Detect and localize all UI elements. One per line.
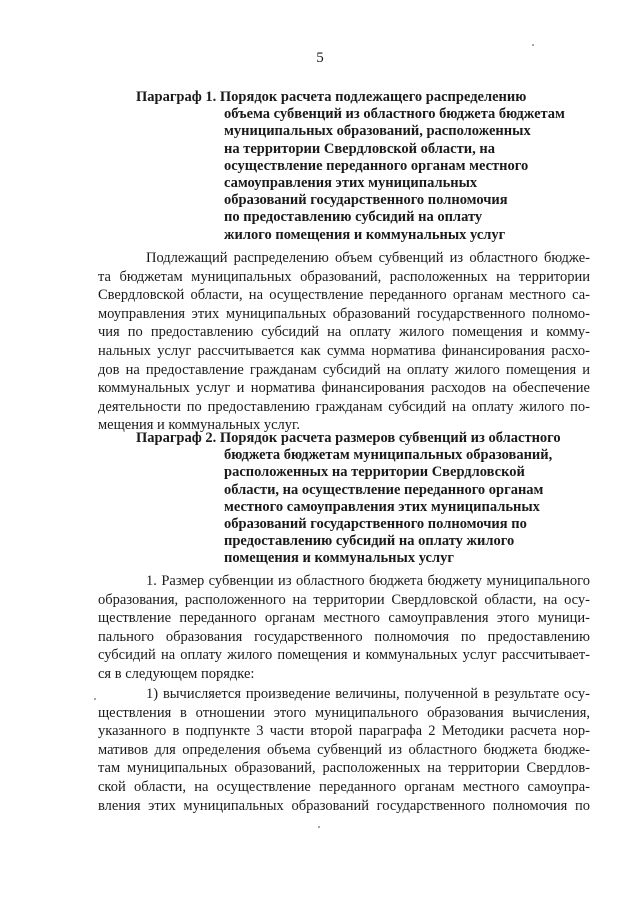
paragraph-1-line: коммунальных услуг и норматива финансирования расходов на обеспечение bbox=[98, 380, 590, 397]
section-1-title-line: осуществление переданного органам местного bbox=[224, 157, 529, 174]
paragraph-2-line: 1. Размер субвенции из областного бюджета бюджету муниципального bbox=[146, 573, 590, 589]
section-2-label: Параграф 2. bbox=[136, 430, 217, 446]
section-1-title-line: на территории Свердловской области, на bbox=[224, 140, 495, 157]
section-2-title-line: области, на осуществление переданного органам bbox=[224, 481, 544, 498]
paragraph-1-line: деятельности по предоставлению гражданам субсидий на оплату жилого по- bbox=[98, 398, 590, 415]
paragraph-1-line: Подлежащий распределению объем субвенций из областного бюдже- bbox=[146, 250, 590, 266]
paragraph-2-line: пального образования государственного полномочия по предоставлению bbox=[98, 628, 590, 645]
section-1-title-line: объема субвенций из областного бюджета бюджетам bbox=[224, 106, 565, 123]
section-2-title-line: расположенных на территории Свердловской bbox=[224, 464, 525, 481]
paragraph-3 bbox=[98, 685, 590, 815]
scan-speck bbox=[532, 44, 534, 46]
paragraph-2-line: ществление переданного органам местного самоуправления этого муници- bbox=[98, 610, 590, 627]
scan-speck bbox=[94, 698, 96, 700]
paragraph-1-line: чия по предоставлению субсидий на оплату жилого помещения и комму- bbox=[98, 324, 590, 341]
paragraph-1-line: дов на предоставление гражданам субсидий на оплату жилого помещения и bbox=[98, 361, 590, 378]
section-1-title-line: муниципальных образований, расположенных bbox=[224, 123, 531, 140]
paragraph-3-line: мативов для определения объема субвенций из областного бюджета бюдже- bbox=[98, 741, 590, 758]
section-1-heading-line-1 bbox=[136, 89, 576, 106]
paragraph-3-line: ской области, на осуществление переданного органам местного самоупра- bbox=[98, 778, 590, 795]
section-1-title-line: образований государственного полномочия bbox=[224, 192, 508, 209]
section-1-title-line: жилого помещения и коммунальных услуг bbox=[224, 226, 506, 243]
paragraph-2-line: образования, расположенного на территории Свердловской области, на осу- bbox=[98, 591, 590, 608]
paragraph-3-line: 1) вычисляется произведение величины, полученной в результате осу- bbox=[146, 686, 590, 702]
section-1-title-line: самоуправления этих муниципальных bbox=[224, 175, 478, 192]
section-2-title-line: помещения и коммунальных услуг bbox=[224, 550, 454, 567]
paragraph-3-line: указанного в подпункте 3 части второй параграфа 2 Методики расчета нор- bbox=[98, 723, 590, 740]
scan-speck bbox=[318, 826, 320, 828]
section-2-title-line: бюджета бюджетам муниципальных образований, bbox=[224, 447, 553, 464]
section-2-title-line: образований государственного полномочия по bbox=[224, 516, 527, 533]
section-2-title-line: местного самоуправления этих муниципальных bbox=[224, 498, 540, 515]
paragraph-1-line: та бюджетам муниципальных образований, расположенных на территории bbox=[98, 268, 590, 285]
section-2-heading-line-1 bbox=[136, 430, 576, 447]
section-2-title-line: Порядок расчета размеров субвенций из областного bbox=[219, 430, 561, 446]
paragraph-2-line: субсидий на оплату жилого помещения и коммунальных услуг рассчитывает- bbox=[98, 647, 590, 664]
section-1-label: Параграф 1. bbox=[136, 89, 217, 105]
paragraph-1-line: мещения и коммунальных услуг. bbox=[98, 417, 300, 434]
paragraph-2 bbox=[98, 572, 590, 684]
page-number: 5 bbox=[316, 50, 324, 66]
paragraph-1 bbox=[98, 249, 590, 435]
paragraph-2-line: ся в следующем порядке: bbox=[98, 665, 255, 682]
paragraph-1-line: моуправления этих муниципальных образований государственного полномо- bbox=[98, 305, 590, 322]
paragraph-1-line: нальных услуг рассчитывается как сумма норматива финансирования расхо- bbox=[98, 342, 590, 359]
paragraph-3-line: там муниципальных образований, расположенных на территории Свердлов- bbox=[98, 760, 590, 777]
paragraph-1-line: Свердловской области, на осуществление переданного органам местного са- bbox=[98, 287, 590, 304]
section-2-heading bbox=[136, 430, 576, 568]
section-1-title-line: Порядок расчета подлежащего распределению bbox=[219, 89, 527, 105]
section-1-title-line: по предоставлению субсидий на оплату bbox=[224, 209, 483, 226]
section-2-title-line: предоставлению субсидий на оплату жилого bbox=[224, 533, 515, 550]
section-1-heading bbox=[136, 89, 576, 244]
paragraph-3-line: ществления в отношении этого муниципального образования вычисления, bbox=[98, 704, 590, 721]
paragraph-3-line: вления этих муниципальных образований государственного полномочия по bbox=[98, 797, 590, 814]
